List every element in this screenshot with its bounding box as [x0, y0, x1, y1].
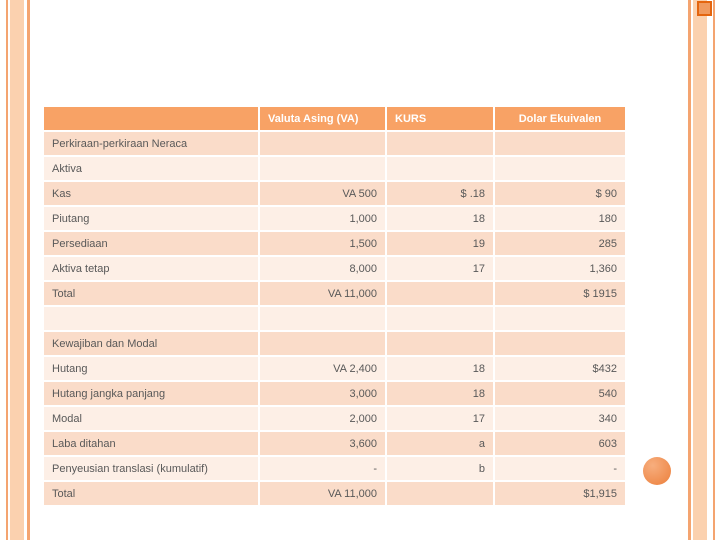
table-row	[43, 481, 626, 506]
cell-label: Piutang	[43, 206, 259, 231]
cell-dolar: 285	[494, 231, 626, 256]
cell-va: 1,000	[259, 206, 386, 231]
table-row	[43, 206, 626, 231]
accent-circle-decoration	[643, 457, 671, 485]
column-header-valuta-asing: Valuta Asing (VA)	[259, 106, 386, 131]
translation-table	[42, 105, 627, 507]
cell-dolar: $1,915	[494, 481, 626, 506]
cell-kurs	[386, 281, 494, 306]
cell-dolar: $ 90	[494, 181, 626, 206]
cell-kurs	[386, 131, 494, 156]
cell-label: Aktiva tetap	[43, 256, 259, 281]
cell-dolar: $432	[494, 356, 626, 381]
table-row	[43, 256, 626, 281]
cell-va: 2,000	[259, 406, 386, 431]
cell-dolar	[494, 156, 626, 181]
cell-dolar: -	[494, 456, 626, 481]
column-header-empty	[43, 106, 259, 131]
cell-label: Total	[43, 281, 259, 306]
cell-dolar	[494, 306, 626, 331]
table-row	[43, 406, 626, 431]
cell-label: Aktiva	[43, 156, 259, 181]
column-header-kurs: KURS	[386, 106, 494, 131]
right-edge-stripe-outer	[713, 0, 715, 540]
cell-label: Persediaan	[43, 231, 259, 256]
table-row	[43, 281, 626, 306]
column-header-dolar-ekuivalen: Dolar Ekuivalen	[494, 106, 626, 131]
cell-label: Hutang jangka panjang	[43, 381, 259, 406]
table-body	[43, 131, 626, 506]
cell-label: Total	[43, 481, 259, 506]
cell-dolar: 603	[494, 431, 626, 456]
cell-kurs	[386, 331, 494, 356]
cell-va: VA 11,000	[259, 481, 386, 506]
cell-kurs	[386, 481, 494, 506]
cell-kurs: b	[386, 456, 494, 481]
left-edge-stripe-outer	[27, 0, 30, 540]
cell-va	[259, 306, 386, 331]
cell-kurs: 17	[386, 256, 494, 281]
table-row	[43, 356, 626, 381]
right-edge-stripe-thin	[688, 0, 691, 540]
cell-kurs: $ .18	[386, 181, 494, 206]
table-row	[43, 156, 626, 181]
cell-label: Kewajiban dan Modal	[43, 331, 259, 356]
cell-va	[259, 131, 386, 156]
cell-label: Penyeusian translasi (kumulatif)	[43, 456, 259, 481]
cell-label: Perkiraan-perkiraan Neraca	[43, 131, 259, 156]
cell-va: VA 500	[259, 181, 386, 206]
cell-va: 8,000	[259, 256, 386, 281]
left-edge-stripe-thick	[10, 0, 24, 540]
cell-label	[43, 306, 259, 331]
cell-va: 1,500	[259, 231, 386, 256]
cell-kurs: 19	[386, 231, 494, 256]
cell-kurs: a	[386, 431, 494, 456]
table-row	[43, 231, 626, 256]
cell-label: Laba ditahan	[43, 431, 259, 456]
right-edge-stripe-thick	[693, 0, 707, 540]
cell-label: Modal	[43, 406, 259, 431]
table-row	[43, 181, 626, 206]
table-row	[43, 131, 626, 156]
table-row	[43, 456, 626, 481]
cell-dolar: 1,360	[494, 256, 626, 281]
cell-dolar: 540	[494, 381, 626, 406]
cell-label: Hutang	[43, 356, 259, 381]
cell-dolar: 180	[494, 206, 626, 231]
cell-kurs: 18	[386, 206, 494, 231]
cell-kurs: 18	[386, 356, 494, 381]
cell-va: 3,000	[259, 381, 386, 406]
cell-kurs	[386, 156, 494, 181]
cell-kurs: 18	[386, 381, 494, 406]
cell-va: -	[259, 456, 386, 481]
table-row	[43, 306, 626, 331]
table-row	[43, 381, 626, 406]
table-row	[43, 431, 626, 456]
table-row	[43, 331, 626, 356]
cell-dolar: 340	[494, 406, 626, 431]
cell-dolar: $ 1915	[494, 281, 626, 306]
corner-square-decoration	[697, 1, 712, 16]
cell-va: VA 11,000	[259, 281, 386, 306]
cell-va	[259, 331, 386, 356]
cell-dolar	[494, 131, 626, 156]
cell-va: VA 2,400	[259, 356, 386, 381]
cell-va: 3,600	[259, 431, 386, 456]
cell-va	[259, 156, 386, 181]
left-edge-stripe-thin	[6, 0, 8, 540]
table-header-row	[43, 106, 626, 131]
cell-dolar	[494, 331, 626, 356]
cell-kurs: 17	[386, 406, 494, 431]
cell-label: Kas	[43, 181, 259, 206]
cell-kurs	[386, 306, 494, 331]
